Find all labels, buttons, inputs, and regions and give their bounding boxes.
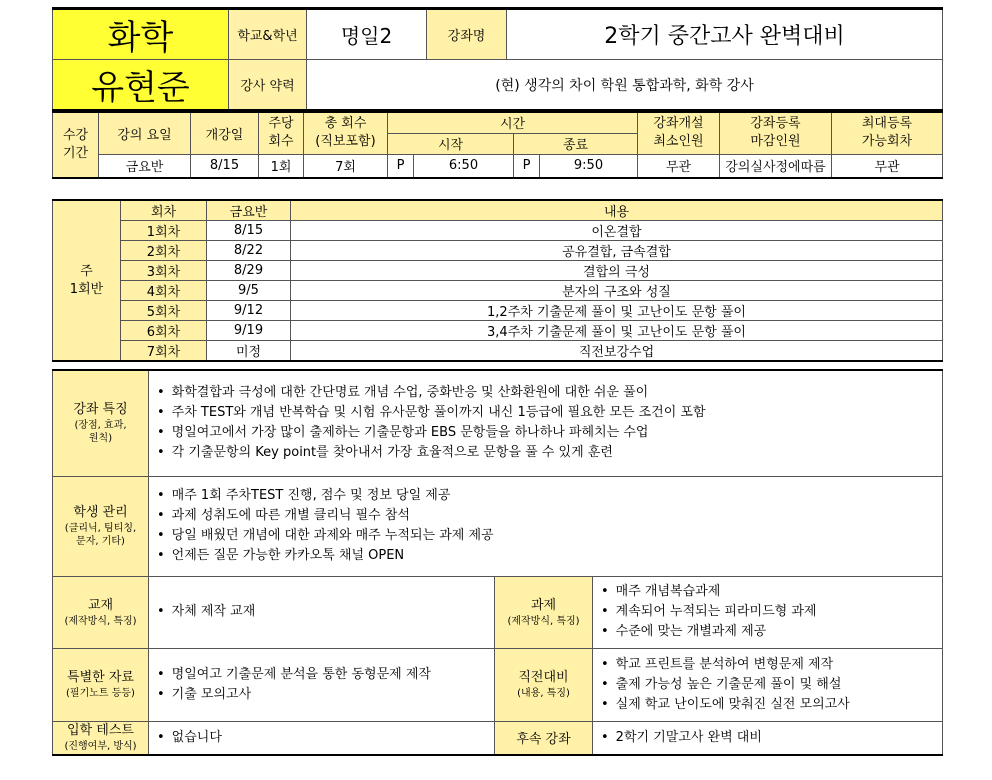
bullet-item: • 출제 가능성 높은 기출문제 풀이 및 해설 bbox=[601, 675, 942, 695]
material-label: 특별한 자료 (필기노트 등등) bbox=[53, 648, 149, 721]
features-list bbox=[149, 383, 942, 463]
header-table bbox=[52, 7, 943, 112]
schedule-row bbox=[53, 281, 943, 301]
bullet-item: • 자체 제작 교재 bbox=[157, 602, 494, 622]
bullet-item: • 주차 TEST와 개념 반복학습 및 시험 유사문항 풀이까지 내신 1등급에 필요한 모든 조건이 포함 bbox=[157, 403, 942, 423]
homework-label: 과제 (제작방식, 특징) bbox=[495, 576, 593, 648]
content-cell: 3,4주차 기출문제 풀이 및 고난이도 문항 풀이 bbox=[291, 321, 943, 341]
textbook-cell bbox=[149, 576, 495, 648]
col-start-date: 개강일 bbox=[191, 112, 259, 154]
schedule-row bbox=[53, 321, 943, 341]
col-time: 시간 bbox=[388, 112, 638, 133]
bullet-item: • 학교 프린트를 분석하여 변형문제 제작 bbox=[601, 655, 942, 675]
period-label: 수강 기간 bbox=[53, 112, 99, 178]
bullet-item: • 수준에 맞는 개별과제 제공 bbox=[601, 622, 942, 642]
bio-value: (현) 생각의 차이 학원 통합과학, 화학 강사 bbox=[307, 60, 943, 111]
col-weekly: 주당 회수 bbox=[259, 112, 304, 154]
bullet-item: • 2학기 기말고사 완벽 대비 bbox=[601, 728, 942, 748]
final-label: 직전대비 (내용, 특징) bbox=[495, 648, 593, 721]
schedule-row bbox=[53, 241, 943, 261]
bullet-item: • 각 기출문항의 Key point를 찾아내서 가장 효율적으로 문항을 풀 수 있게 훈련 bbox=[157, 443, 942, 463]
content-cell: 이온결합 bbox=[291, 221, 943, 241]
col-day: 강의 요일 bbox=[99, 112, 191, 154]
session-cell: 7회차 bbox=[121, 341, 207, 362]
bullet-item: • 없습니다 bbox=[157, 728, 494, 748]
value-max: 무관 bbox=[832, 154, 943, 178]
col-time-end: 종료 bbox=[514, 133, 638, 154]
content-cell: 결합의 극성 bbox=[291, 261, 943, 281]
col-max: 최대등록 가능회차 bbox=[832, 112, 943, 154]
management-label: 학생 관리 (클리닉, 팀티칭, 문자, 기타) bbox=[53, 476, 149, 576]
value-end-ampm: P bbox=[514, 154, 540, 178]
value-total: 7회 bbox=[304, 154, 388, 178]
content-cell: 1,2주차 기출문제 풀이 및 고난이도 문항 풀이 bbox=[291, 301, 943, 321]
date-cell: 8/22 bbox=[207, 241, 291, 261]
features-cell bbox=[149, 370, 943, 476]
date-cell: 9/19 bbox=[207, 321, 291, 341]
date-cell: 미정 bbox=[207, 341, 291, 362]
value-start-ampm: P bbox=[388, 154, 414, 178]
value-start-date: 8/15 bbox=[191, 154, 259, 178]
value-end-time: 9:50 bbox=[540, 154, 638, 178]
session-cell: 3회차 bbox=[121, 261, 207, 281]
bullet-item: • 매주 개념복습과제 bbox=[601, 582, 942, 602]
homework-list bbox=[593, 582, 942, 642]
followup-label: 후속 강좌 bbox=[495, 721, 593, 755]
session-cell: 6회차 bbox=[121, 321, 207, 341]
material-list bbox=[149, 665, 494, 705]
bullet-item: • 기출 모의고사 bbox=[157, 685, 494, 705]
school-label: 학교&학년 bbox=[229, 9, 307, 60]
details-table bbox=[52, 369, 943, 756]
school-value: 명일2 bbox=[307, 9, 427, 60]
col-min: 강좌개설 최소인원 bbox=[638, 112, 720, 154]
col-total: 총 회수 (직보포함) bbox=[304, 112, 388, 154]
test-label: 입학 테스트 (진행여부, 방식) bbox=[53, 721, 149, 755]
textbook-label: 교재 (제작방식, 특징) bbox=[53, 576, 149, 648]
bullet-item: • 명일여고 기출문제 분석을 통한 동형문제 제작 bbox=[157, 665, 494, 685]
test-cell bbox=[149, 721, 495, 755]
value-weekly: 1회 bbox=[259, 154, 304, 178]
bullet-item: • 실제 학교 난이도에 맞춰진 실전 모의고사 bbox=[601, 695, 942, 715]
session-cell: 2회차 bbox=[121, 241, 207, 261]
features-label: 강좌 특징 (장점, 효과, 원칙) bbox=[53, 370, 149, 476]
session-cell: 4회차 bbox=[121, 281, 207, 301]
followup-cell bbox=[593, 721, 943, 755]
course-label: 강좌명 bbox=[427, 9, 507, 60]
content-cell: 직전보강수업 bbox=[291, 341, 943, 362]
period-table bbox=[52, 111, 943, 179]
teacher-name: 유현준 bbox=[53, 60, 229, 111]
course-title: 2학기 중간고사 완벽대비 bbox=[507, 9, 943, 60]
final-list bbox=[593, 655, 942, 715]
value-min: 무관 bbox=[638, 154, 720, 178]
bullet-item: • 당일 배웠던 개념에 대한 과제와 매주 누적되는 과제 제공 bbox=[157, 526, 942, 546]
followup-list bbox=[593, 728, 942, 748]
bullet-item: • 명일여고에서 가장 많이 출제하는 기출문항과 EBS 문항들을 하나하나 파헤치는 수업 bbox=[157, 423, 942, 443]
col-deadline: 강좌등록 마감인원 bbox=[720, 112, 832, 154]
col-time-start: 시작 bbox=[388, 133, 514, 154]
bullet-item: • 계속되어 누적되는 피라미드형 과제 bbox=[601, 602, 942, 622]
content-cell: 공유결합, 금속결합 bbox=[291, 241, 943, 261]
final-cell bbox=[593, 648, 943, 721]
schedule-row bbox=[53, 341, 943, 362]
date-cell: 8/15 bbox=[207, 221, 291, 241]
date-cell: 8/29 bbox=[207, 261, 291, 281]
bio-label: 강사 약력 bbox=[229, 60, 307, 111]
schedule-row bbox=[53, 301, 943, 321]
value-deadline: 강의실사정에따름 bbox=[720, 154, 832, 178]
bullet-item: • 매주 1회 주차TEST 진행, 점수 및 정보 당일 제공 bbox=[157, 486, 942, 506]
bullet-item: • 화학결합과 극성에 대한 간단명료 개념 수업, 중화반응 및 산화환원에 대한 쉬운 풀이 bbox=[157, 383, 942, 403]
session-cell: 1회차 bbox=[121, 221, 207, 241]
management-list bbox=[149, 486, 942, 566]
value-day: 금요반 bbox=[99, 154, 191, 178]
schedule-row bbox=[53, 221, 943, 241]
col-content: 내용 bbox=[291, 200, 943, 221]
date-cell: 9/5 bbox=[207, 281, 291, 301]
test-list bbox=[149, 728, 494, 748]
homework-cell bbox=[593, 576, 943, 648]
col-date: 금요반 bbox=[207, 200, 291, 221]
col-session: 회차 bbox=[121, 200, 207, 221]
value-start-time: 6:50 bbox=[414, 154, 514, 178]
content-cell: 분자의 구조와 성질 bbox=[291, 281, 943, 301]
bullet-item: • 언제든 질문 가능한 카카오톡 채널 OPEN bbox=[157, 546, 942, 566]
date-cell: 9/12 bbox=[207, 301, 291, 321]
schedule-row bbox=[53, 261, 943, 281]
management-cell bbox=[149, 476, 943, 576]
subject-name: 화학 bbox=[53, 9, 229, 60]
bullet-item: • 과제 성취도에 따른 개별 클리닉 필수 참석 bbox=[157, 506, 942, 526]
schedule-table bbox=[52, 199, 943, 362]
textbook-list bbox=[149, 602, 494, 622]
schedule-label: 주 1회반 bbox=[53, 200, 121, 361]
session-cell: 5회차 bbox=[121, 301, 207, 321]
material-cell bbox=[149, 648, 495, 721]
